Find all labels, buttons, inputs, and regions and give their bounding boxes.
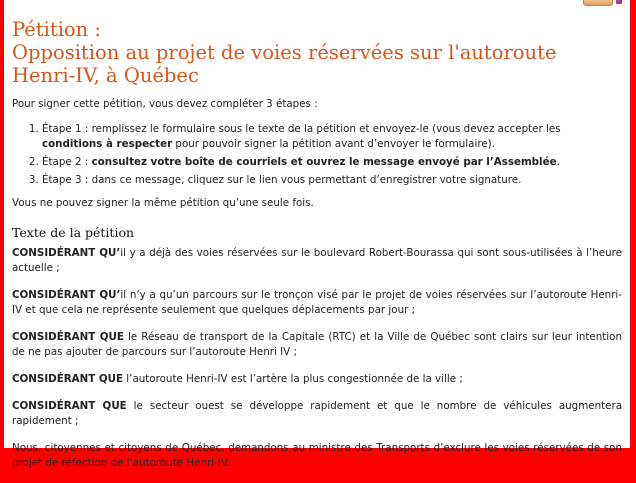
clause-2-bold: CONSIDÉRANT QU’ [12,289,121,301]
step-2-suffix: . [556,156,560,168]
page-title [12,18,622,87]
step-item [42,155,622,170]
intro-text: Pour signer cette pétition, vous devez compléter 3 étapes : [12,98,318,110]
steps-list [12,122,622,188]
clause-3-bold: CONSIDÉRANT QUE [12,331,124,343]
share-button-icon[interactable] [583,0,613,6]
step-1-suffix: pour pouvoir signer la pétition avant d’envoyer le formulaire). [172,138,495,150]
clause-3 [12,330,622,360]
clause-3-text: le Réseau de transport de la Capitale (RTC) et la Ville de Québec sont clairs sur leur intention de ne pas ajouter de parcours sur l’autoroute Henri IV ; [12,331,622,358]
step-1-text: Étape 1 : remplissez le formulaire sous le texte de la pétition et envoyez-le (vous devez accepter les [42,123,561,135]
step-3-text: Étape 3 : dans ce message, cliquez sur le lien vous permettant d’enregistrer votre signature. [42,174,522,186]
clause-4-bold: CONSIDÉRANT QUE [12,373,124,385]
clause-5-text: le secteur ouest se développe rapidement et que le nombre de véhicules augmentera rapidement ; [12,400,623,427]
title-line-1: Pétition : [12,18,101,41]
share-widget[interactable] [583,0,622,6]
clause-4 [12,372,622,387]
title-line-2: Opposition au projet de voies réservées sur l'autoroute Henri-IV, à Québec [12,41,557,87]
clause-6 [12,441,622,471]
conditions-link[interactable]: conditions à respecter [42,138,173,150]
clause-4-text: l’autoroute Henri-IV est l’artère la plus congestionnée de la ville ; [123,373,463,385]
clause-2 [12,288,622,318]
step-2-text: Étape 2 : [42,156,92,168]
clause-6-text: Nous, citoyennes et citoyens de Québec, demandons au ministre des Transports d’exclure les voies réservées de son projet de réfection de l’autoroute Henri-IV. [12,442,622,469]
clause-1 [12,246,622,276]
step-2-bold: consultez votre boîte de courriels et ouvrez le message envoyé par l’Assemblée [91,156,557,168]
main-content [12,18,622,483]
page-frame [4,0,630,469]
clause-5-bold: CONSIDÉRANT QUE [12,400,127,412]
step-item [42,122,622,152]
clause-5 [12,399,622,429]
clause-1-bold: CONSIDÉRANT QU’ [12,247,121,259]
petition-heading: Texte de la pétition [12,225,135,240]
step-item [42,173,622,188]
once-notice: Vous ne pouvez signer la même pétition qu’une seule fois. [12,197,314,209]
clause-1-text: il y a déjà des voies réservées sur le boulevard Robert-Bourassa qui sont sous-utilisées à l’heure actuelle ; [12,247,623,274]
clause-2-text: il n’y a qu’un parcours sur le tronçon visé par le projet de voies réservées sur l’autoroute Henri-IV et que cela ne représente seulement que quelques déplacements par jour ; [12,289,623,316]
social-icon[interactable] [616,0,622,4]
